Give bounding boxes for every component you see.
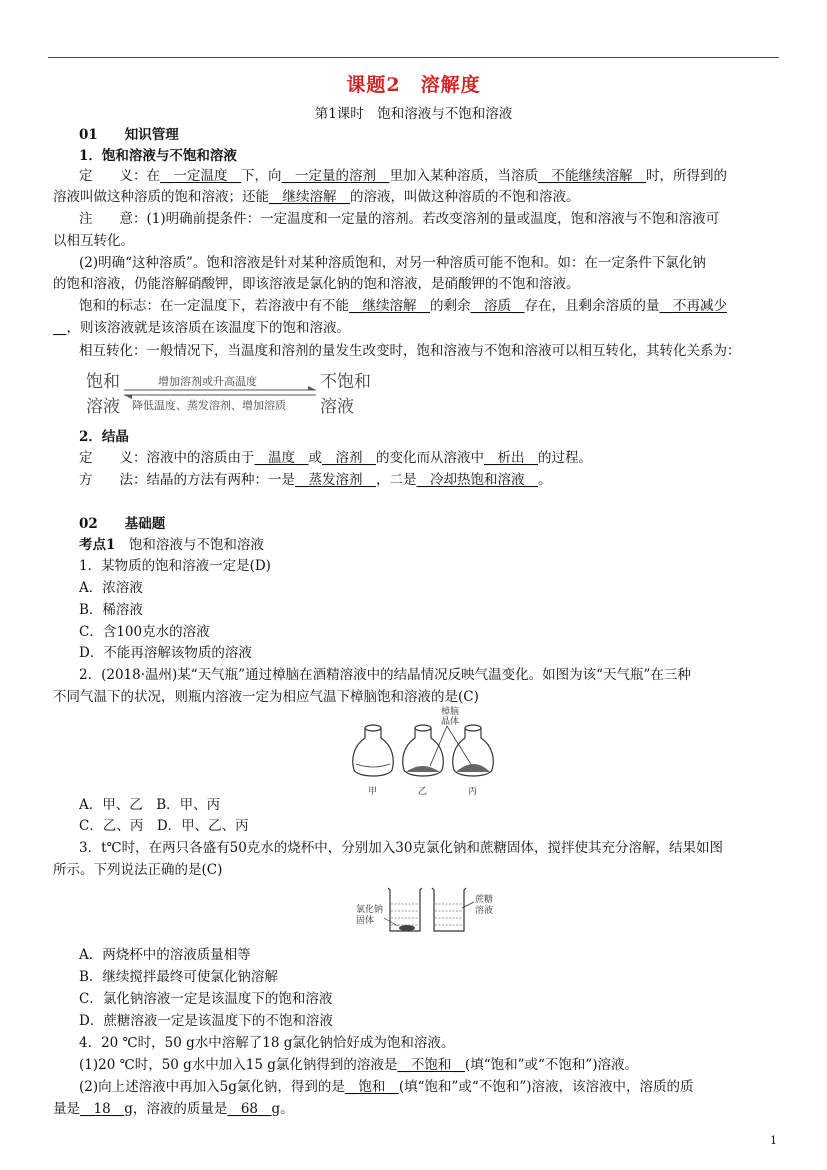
diagram-right-bottom: 溶液 [320, 397, 354, 417]
label-camphor-1: 樟脑 [441, 707, 460, 717]
label-sucrose-1: 蔗糖 [475, 895, 494, 905]
question-3-line-2: 所示。下列说法正确的是(C) [53, 862, 223, 878]
crystals-yi [406, 766, 440, 772]
text: 的过程。 [538, 450, 592, 466]
text: (1)20 ℃时，50 g水中加入15 g氯化钠得到的溶液是 [79, 1057, 398, 1073]
beaker-figure [354, 884, 504, 936]
answer-blank: __继续溶解__ [269, 189, 350, 205]
answer-blank: __析出__ [484, 450, 538, 466]
answer-blank: __温度__ [254, 450, 309, 466]
text: 的剩余 [430, 298, 471, 314]
definition-line-2 [53, 187, 780, 207]
bottle-jia [353, 725, 393, 776]
note-1-line-2: 以相互转化。 [53, 233, 134, 249]
label-nacl-1: 氯化钠 [356, 905, 384, 915]
section-label: 知识管理 [124, 127, 179, 143]
text: 里加入某种溶质，当溶质 [389, 168, 538, 184]
weather-bottle-figure [350, 704, 500, 800]
definition-line-1 [79, 166, 779, 186]
undissolved-solid [399, 925, 415, 931]
section-label: 基础题 [124, 516, 166, 532]
text: 量是 [53, 1101, 80, 1117]
q3-option-d: D．蔗糖溶液一定是该温度下的不饱和溶液 [79, 1013, 333, 1029]
question-2-line-2: 不同气温下的状况，则瓶内溶液一定为相应气温下樟脑饱和溶液的是(C) [53, 689, 479, 705]
text: (2)向上述溶液中再加入5g氯化钠，得到的是 [79, 1079, 345, 1095]
q2-options-row-2: C．乙、丙 D．甲、乙、丙 [79, 818, 249, 834]
text: 方 法：结晶的方法有两种：一是 [79, 472, 295, 488]
q3-option-b: B．继续搅拌最终可使氯化钠溶解 [79, 969, 278, 985]
beaker-right [432, 888, 466, 931]
topic-label: 考点1 [79, 537, 116, 553]
answer-blank: __溶质__ [470, 298, 525, 314]
note-2-line-2: 的饱和溶液，仍能溶解硝酸钾，即该溶液是氯化钠的饱和溶液，是硝酸钾的不饱和溶液。 [53, 276, 580, 292]
text: ，二是 [376, 472, 417, 488]
question-1: 1．某物质的饱和溶液一定是(D) [79, 558, 271, 574]
saturation-sign-line-2 [53, 318, 780, 338]
text: g，溶液的质量是 [124, 1101, 228, 1117]
text: 溶液叫做这种溶质的饱和溶液；还能 [53, 189, 269, 205]
text: 饱和的标志：在一定温度下，若溶液中有不能 [79, 298, 349, 314]
answer-blank: __不再减少 [659, 298, 727, 314]
label-nacl-2: 固体 [356, 916, 375, 926]
text: 下，向 [241, 168, 282, 184]
text: 的变化而从溶液中 [376, 450, 484, 466]
page-title: 课题2 溶解度 [346, 74, 481, 96]
section-number: 01 [79, 127, 98, 143]
q3-option-a: A．两烧杯中的溶液质量相等 [79, 947, 251, 963]
label-camphor-2: 晶体 [441, 717, 460, 727]
note-2-line-1: (2)明确“这种溶质”。饱和溶液是针对某种溶质饱和，对另一种溶质可能不饱和。如：在一定条件下氯化钠 [79, 255, 706, 271]
label-jia: 甲 [368, 787, 378, 797]
crystallization-methods [79, 470, 779, 490]
diagram-left-bottom: 溶液 [86, 397, 120, 417]
pointer-line-2 [447, 726, 472, 766]
question-4-part-2-line-2 [53, 1099, 780, 1119]
q2-options-row-1: A．甲、乙 B．甲、丙 [79, 797, 221, 813]
text: (填“饱和”或“不饱和”)溶液。 [464, 1057, 639, 1073]
diagram-left-top: 饱和 [86, 372, 120, 392]
arrow-backward-head [124, 395, 132, 399]
topic-title: 饱和溶液与不饱和溶液 [115, 537, 264, 553]
answer-blank: __一定温度__ [160, 168, 241, 184]
top-rule [48, 57, 779, 58]
heading-saturated: 1．饱和溶液与不饱和溶液 [79, 148, 237, 164]
answer-blank: __18__ [80, 1101, 125, 1117]
crystals-bing [456, 764, 490, 772]
diagram-arrow-bottom-label: 降低温度、蒸发溶剂、增加溶质 [132, 399, 286, 412]
answer-blank: __溶剂__ [322, 450, 376, 466]
label-yi: 乙 [418, 787, 428, 797]
q3-option-c: C．氯化钠溶液一定是该温度下的饱和溶液 [79, 991, 333, 1007]
answer-blank: __饱和__ [344, 1079, 399, 1095]
label-bing: 丙 [468, 787, 478, 797]
text: g。 [271, 1101, 294, 1117]
answer-blank: __不饱和__ [397, 1057, 465, 1073]
heading-crystallization: 2．结晶 [79, 429, 129, 445]
conversion-diagram [84, 368, 384, 420]
question-3-line-1: 3．t℃时，在两只各盛有50克水的烧杯中，分别加入30克氯化钠和蔗糖固体，搅拌使其充分溶解，结果如图 [79, 840, 723, 856]
q1-option-d: D．不能再溶解该物质的溶液 [79, 645, 252, 661]
question-4-part-2-line-1 [79, 1077, 779, 1097]
text: 时，所得到的 [646, 168, 727, 184]
label-sucrose-2: 溶液 [475, 906, 494, 916]
question-2-line-1: 2．(2018·温州)某“天气瓶”通过樟脑在酒精溶液中的结晶情况反映气温变化。如图为该“天气瓶”在三种 [79, 667, 691, 683]
conversion-text: 相互转化：一般情况下，当温度和溶剂的量发生改变时，饱和溶液与不饱和溶液可以相互转化，其转化关系为： [79, 343, 741, 359]
page-subtitle: 第1课时 饱和溶液与不饱和溶液 [314, 106, 513, 122]
answer-blank: __蒸发溶剂__ [295, 472, 376, 488]
text: 定 义：溶液中的溶质由于 [79, 450, 255, 466]
crystallization-definition [79, 448, 779, 468]
text: 存在，且剩余溶质的量 [524, 298, 660, 314]
q1-option-c: C．含100克水的溶液 [79, 624, 210, 640]
q1-option-a: A．浓溶液 [79, 580, 143, 596]
text: 。 [538, 472, 552, 488]
diagram-right-top: 不饱和 [320, 372, 371, 392]
beaker-left [388, 888, 422, 931]
saturation-sign-line-1 [79, 296, 779, 316]
question-4: 4．20 ℃时，50 g水中溶解了18 g氯化钠恰好成为饱和溶液。 [79, 1035, 455, 1051]
note-1-line-1: 注 意：(1)明确前提条件：一定温度和一定量的溶剂。若改变溶剂的量或温度，饱和溶液与不饱和溶液可 [79, 211, 720, 227]
answer-blank: __一定量的溶剂__ [281, 168, 390, 184]
answer-blank: __冷却热饱和溶液__ [416, 472, 538, 488]
answer-blank: __继续溶解__ [349, 298, 430, 314]
answer-blank: __ [53, 320, 67, 336]
topic-heading [79, 535, 779, 555]
q1-option-b: B．稀溶液 [79, 602, 143, 618]
question-4-part-1 [79, 1055, 779, 1075]
arrow-forward-head [308, 386, 316, 390]
section-header-basic [79, 514, 806, 534]
text: 的溶液，叫做这种溶质的不饱和溶液。 [350, 189, 580, 205]
answer-blank: __不能继续溶解__ [538, 168, 646, 184]
diagram-arrow-top-label: 增加溶剂或升高温度 [158, 375, 257, 388]
answer-blank: __68__ [227, 1101, 272, 1117]
text: 定 义：在 [79, 168, 160, 184]
text: 或 [308, 450, 322, 466]
text: (填“饱和”或“不饱和”)溶液，该溶液中，溶质的质 [398, 1079, 694, 1095]
page-number: 1 [770, 1134, 777, 1147]
section-number: 02 [79, 516, 98, 532]
text: ，则该溶液就是该溶质在该温度下的饱和溶液。 [66, 320, 350, 336]
section-header-knowledge [79, 125, 806, 145]
